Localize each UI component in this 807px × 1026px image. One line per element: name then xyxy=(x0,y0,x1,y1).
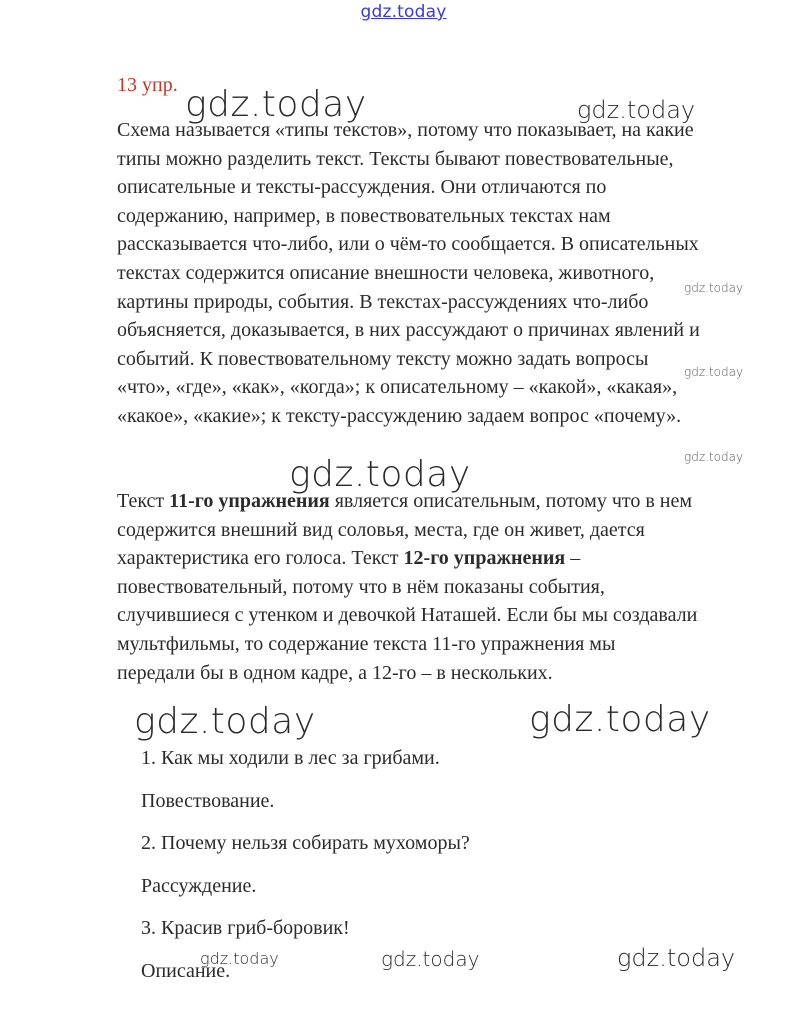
text-line xyxy=(117,544,777,573)
list-item: 3. Красив гриб-боровик! xyxy=(141,917,350,939)
text-line: содержанию, например, в повествовательных текстах нам xyxy=(117,204,611,227)
watermark: gdz.today xyxy=(684,365,744,379)
text-line: описательные и тексты-рассуждения. Они отличаются по xyxy=(117,176,607,199)
watermark: gdz.today xyxy=(381,947,480,971)
watermark: gdz.today xyxy=(529,699,711,740)
watermark: gdz.today xyxy=(577,96,696,124)
text-run: характеристика его голоса. Текст xyxy=(117,547,404,570)
watermark: gdz.today xyxy=(684,281,744,295)
text-run: Текст xyxy=(117,490,170,512)
watermark: gdz.today xyxy=(200,949,279,968)
list-item-answer: Рассуждение. xyxy=(141,875,257,897)
text-line: текстах содержится описание внешности человека, животного, xyxy=(117,261,655,284)
bold-text: 11-го упражнения xyxy=(169,490,330,512)
paragraph-types-of-text xyxy=(117,116,777,431)
watermark: gdz.today xyxy=(289,454,471,495)
text-run: является описательным, потому что в нем xyxy=(329,490,693,512)
watermark: gdz.today xyxy=(684,450,744,464)
text-line: типы можно разделить текст. Тексты бывают повествовательные, xyxy=(117,147,674,170)
text-line: содержится внешний вид соловья, места, где он живет, дается xyxy=(117,518,645,541)
paragraph-exercise-comparison xyxy=(117,487,777,687)
list-item: 1. Как мы ходили в лес за грибами. xyxy=(141,747,440,769)
text-line: Схема называется «типы текстов», потому что показывает, на какие xyxy=(117,119,694,141)
text-run: – xyxy=(565,547,581,570)
text-line: событий. К повествовательному тексту можно задать вопросы xyxy=(117,347,649,370)
bold-text: 12-го упражнения xyxy=(403,547,566,570)
watermark: gdz.today xyxy=(185,84,367,125)
text-line: рассказывается что-либо, или о чём-то сообщается. В описательных xyxy=(117,233,699,256)
site-header-link[interactable]: gdz.today xyxy=(360,2,447,22)
text-line: передали бы в одном кадре, а 12-го – в нескольких. xyxy=(117,661,553,684)
text-line: объясняется, доказывается, в них рассуждают о причинах явлений и xyxy=(117,319,700,342)
exercise-title: 13 упр. xyxy=(117,74,178,96)
text-line: картины природы, события. В текстах-рассуждениях что-либо xyxy=(117,290,649,313)
text-line: мультфильмы, то содержание текста 11-го упражнения мы xyxy=(117,632,616,655)
text-line: случившиеся с утенком и девочкой Наташей. Если бы мы создавали xyxy=(117,604,698,627)
list-item: 2. Почему нельзя собирать мухоморы? xyxy=(141,832,470,854)
text-line xyxy=(117,487,777,516)
watermark: gdz.today xyxy=(134,701,316,742)
list-item-answer: Повествование. xyxy=(141,790,275,812)
watermark: gdz.today xyxy=(617,944,736,972)
list-item-answer: Описание. xyxy=(141,960,231,982)
text-line: «что», «где», «как», «когда»; к описательному – «какой», «какая», xyxy=(117,376,678,399)
text-line: «какое», «какие»; к тексту-рассуждению задаем вопрос «почему». xyxy=(117,404,682,427)
text-line: повествовательный, потому что в нём показаны события, xyxy=(117,575,605,598)
